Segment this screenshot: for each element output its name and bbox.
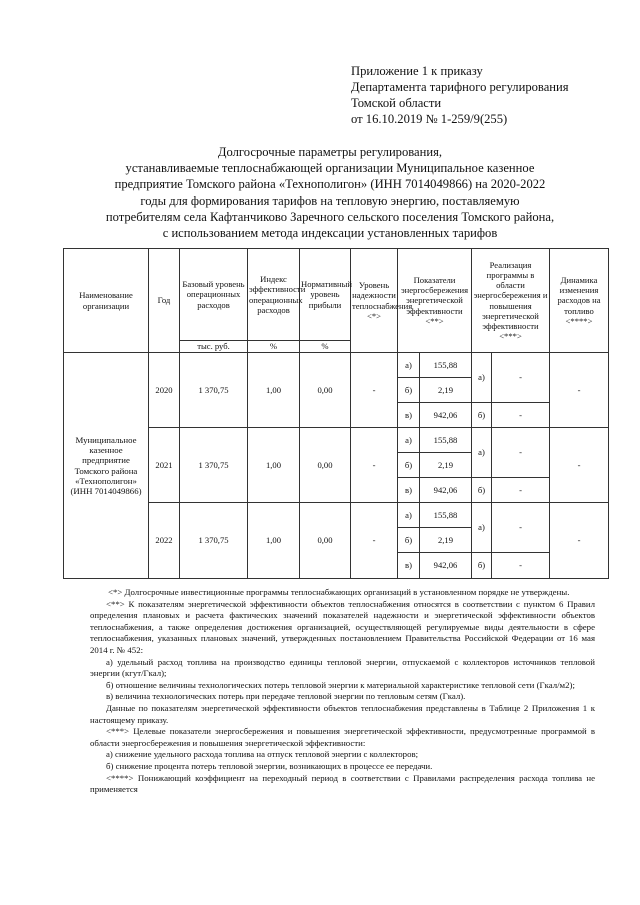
energy-value: 942,06 [420, 478, 472, 503]
program-value: - [492, 553, 550, 579]
energy-value: 155,88 [420, 353, 472, 378]
base-cell: 1 370,75 [180, 428, 248, 503]
footnote: Данные по показателям энергетической эффективности объектов теплоснабжения представлены в Таблице 2 Приложения 1 к настоящему приказу. [90, 702, 595, 725]
year-cell: 2022 [149, 503, 180, 579]
appendix-header [351, 63, 611, 127]
program-label-a: а) [472, 503, 492, 553]
title-line: с использованием метода индексации установленных тарифов [162, 226, 498, 241]
program-value: - [492, 403, 550, 428]
footnote: <*> Долгосрочные инвестиционные программы теплоснабжающих организаций в установленном порядке не утверждены. [108, 587, 570, 597]
index-cell: 1,00 [248, 503, 300, 579]
energy-label-a: а) [398, 428, 420, 453]
energy-label-a: а) [398, 353, 420, 378]
title-line: предприятие Томского района «Технополигон» (ИНН 7014049866) на 2020-2022 [114, 177, 546, 192]
program-label-b: б) [472, 553, 492, 579]
program-label-b: б) [472, 403, 492, 428]
header-index: Индекс эффективности операционных расходов [248, 249, 300, 341]
header-row [64, 249, 609, 341]
parameters-table [63, 248, 609, 579]
energy-label-b: б) [398, 528, 420, 553]
appendix-line: Департамента тарифного регулирования [351, 80, 569, 94]
unit-norm: % [300, 341, 351, 353]
footnote: <***> Целевые показатели энергосбережения и повышения энергетической эффективности, предусмотренные программой в области энергосбережения и повышения энергетической эффективности: [90, 726, 595, 748]
program-label-b: б) [472, 478, 492, 503]
year-cell: 2020 [149, 353, 180, 428]
energy-label-b: б) [398, 378, 420, 403]
footnote: <****> Понижающий коэффициент на переходный период в соответствии с Правилами распределения расхода топлива не применяется [90, 772, 595, 795]
energy-value: 2,19 [420, 453, 472, 478]
header-program: Реализация программы в области энергосбережения и повышения энергетической эффективности <***> [472, 249, 550, 353]
index-cell: 1,00 [248, 428, 300, 503]
base-cell: 1 370,75 [180, 353, 248, 428]
energy-value: 155,88 [420, 428, 472, 453]
program-value: - [492, 503, 550, 553]
norm-cell: 0,00 [300, 503, 351, 579]
program-value: - [492, 478, 550, 503]
year-cell: 2021 [149, 428, 180, 503]
footnote: а) снижение удельного расхода топлива на отпуск тепловой энергии с коллекторов; [106, 749, 419, 760]
title-line: Долгосрочные параметры регулирования, [217, 145, 443, 159]
dynamics-cell: - [550, 353, 609, 428]
header-base: Базовый уровень операционных расходов [180, 249, 248, 341]
dynamics-cell: - [550, 503, 609, 579]
table-row [64, 353, 609, 378]
energy-value: 2,19 [420, 528, 472, 553]
program-value: - [492, 353, 550, 403]
header-year: Год [149, 249, 180, 353]
energy-label-v: в) [398, 403, 420, 428]
header-energy: Показатели энергосбережения энергетической эффективности <**> [398, 249, 472, 353]
reliability-cell: - [351, 503, 398, 579]
footnote: б) отношение величины технологических потерь тепловой энергии к материальной характеристике тепловой сети (Гкал/м2); [106, 679, 575, 690]
title-line: потребителям села Кафтанчиково Заречного сельского поселения Томского района, [105, 209, 555, 224]
norm-cell: 0,00 [300, 353, 351, 428]
program-value: - [492, 428, 550, 478]
footnotes [90, 587, 595, 796]
energy-value: 155,88 [420, 503, 472, 528]
unit-index: % [248, 341, 300, 353]
program-label-a: а) [472, 353, 492, 403]
energy-label-v: в) [398, 553, 420, 579]
reliability-cell: - [351, 428, 398, 503]
header-norm: Нормативный уровень прибыли [300, 249, 351, 341]
energy-label-v: в) [398, 478, 420, 503]
footnote: а) удельный расход топлива на производство единицы тепловой энергии, отпускаемой с коллекторов источников тепловой энергии (кгут/Гкал); [90, 656, 595, 679]
appendix-line: Томской области [351, 96, 442, 110]
header-dynamics: Динамика изменения расходов на топливо <****> [550, 249, 609, 353]
index-cell: 1,00 [248, 353, 300, 428]
org-name: Муниципальное казенное предприятие Томского района «Технополигон» (ИНН 7014049866) [64, 353, 149, 579]
program-label-a: а) [472, 428, 492, 478]
footnote: <**> К показателям энергетической эффективности объектов теплоснабжения относятся в соответствии с пунктом 6 Правил определения плановых и расчета фактических значений показателей надежности и энергетической эффективности объектов теплоснабжения, а также определения достижения организацией, осуществляющей регулируемые виды деятельности в сфере теплоснабжения, указанных плановых значений, утвержденных постановлением Правительства Российской Федерации от 16 мая 2014 г. № 452: [90, 598, 595, 655]
header-reliability: Уровень надежности теплоснабжения <*> [351, 249, 398, 353]
dynamics-cell: - [550, 428, 609, 503]
reliability-cell: - [351, 353, 398, 428]
energy-value: 942,06 [420, 553, 472, 579]
unit-base: тыс. руб. [180, 341, 248, 353]
norm-cell: 0,00 [300, 428, 351, 503]
energy-label-a: а) [398, 503, 420, 528]
energy-label-b: б) [398, 453, 420, 478]
appendix-line: Приложение 1 к приказу [351, 64, 483, 78]
base-cell: 1 370,75 [180, 503, 248, 579]
appendix-date-number: от 16.10.2019 № 1-259/9(255) [351, 112, 508, 126]
footnote: б) снижение процента потерь тепловой энергии, возникающих в процессе ее передачи. [106, 760, 433, 771]
energy-value: 942,06 [420, 403, 472, 428]
title-line: устанавливаемые теплоснабжающей организации Муниципальное казенное [125, 161, 535, 176]
energy-value: 2,19 [420, 378, 472, 403]
title-line: годы для формирования тарифов на тепловую энергию, поставляемую [140, 193, 520, 208]
header-org: Наименование организации [64, 249, 149, 353]
footnote: в) величина технологических потерь при передаче тепловой энергии по тепловым сетям (Гкал). [106, 691, 466, 702]
document-title [60, 144, 600, 241]
